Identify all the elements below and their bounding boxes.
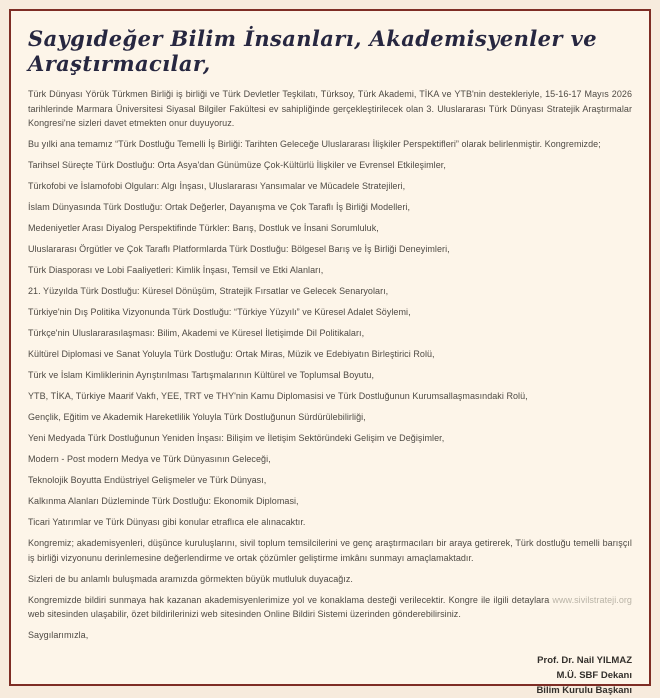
topic-item: Yeni Medyada Türk Dostluğunun Yeniden İnşası: Bilişim ve İletişim Sektöründeki Gelişim ve Değişimler, [28,433,445,443]
topic-item: Teknolojik Boyutta Endüstriyel Gelişmeler ve Türk Dünyası, [28,475,267,485]
signature-block [28,653,632,698]
topic-item: İslam Dünyasında Türk Dostluğu: Ortak Değerler, Dayanışma ve Çok Taraflı İş Birliği Modelleri, [28,202,411,212]
topic-item: Ticari Yatırımlar ve Türk Dünyası gibi konular etraflıca ele alınacaktır. [28,517,306,527]
topic-item: YTB, TİKA, Türkiye Maarif Vakfı, YEE, TRT ve THY'nin Kamu Diplomasisi ve Türk Dostluğunun Kurumsallaşmasındaki Rolü, [28,391,528,401]
support-text-after-link: web sitesinden ulaşabilir, özet bildirilerinizi web sitesinden Online Bildiri Sistemi üzerinden gönderebilirsiniz. [28,609,461,619]
signature-title-chair: Bilim Kurulu Başkanı [536,684,632,696]
regards-text: Saygılarımızla, [28,630,89,640]
theme-paragraph: Bu yılki ana temamız “Türk Dostluğu Temelli İş Birliği: Tarihten Geleceğe Uluslararası İlişkiler Perspektifleri” olarak belirlenmiştir. Kongremizde; [28,139,601,149]
topic-item: 21. Yüzyılda Türk Dostluğu: Küresel Dönüşüm, Stratejik Fırsatlar ve Gelecek Senaryoları, [28,286,389,296]
letter-salutation: Saygıdeğer Bilim İnsanları, Akademisyenler ve Araştırmacılar, [28,26,597,76]
topic-item: Uluslararası Örgütler ve Çok Taraflı Platformlarda Türk Dostluğu: Bölgesel Barış ve İş Birliği Deneyimleri, [28,244,450,254]
topic-item: Türk ve İslam Kimliklerinin Ayrıştırılması Tartışmalarının Kültürel ve Toplumsal Boyutu, [28,370,375,380]
signature-name: Prof. Dr. Nail YILMAZ [537,654,632,666]
topic-item: Tarihsel Süreçte Türk Dostluğu: Orta Asya'dan Günümüze Çok-Kültürlü İlişkiler ve Evrensel Etkileşimler, [28,160,446,170]
topic-item: Modern - Post modern Medya ve Türk Dünyasının Geleceği, [28,454,271,464]
website-link[interactable]: www.sivilstrateji.org [552,594,632,605]
topic-item: Türkiye'nin Dış Politika Vizyonunda Türk Dostluğu: “Türkiye Yüzyılı” ve Küresel Adalet Söylemi, [28,307,411,317]
topic-item: Medeniyetler Arası Diyalog Perspektifinde Türkler: Barış, Dostluk ve İnsani Sorumluluk, [28,223,379,233]
topic-item: Türkçe'nin Uluslararasılaşması: Bilim, Akademi ve Küresel İletişimde Dil Politikaları, [28,328,365,338]
letter-frame [9,9,651,696]
support-paragraph [28,593,632,622]
invitation-paragraph: Sizleri de bu anlamlı buluşmada aramızda görmekten büyük mutluluk duyacağız. [28,573,353,584]
topic-item: Türkofobi ve İslamofobi Olguları: Algı İnşası, Uluslararası Yansımalar ve Mücadele Stratejileri, [28,181,406,191]
topic-item: Türk Diasporası ve Lobi Faaliyetleri: Kimlik İnşası, Temsil ve Etki Alanları, [28,265,324,275]
signature-title-dean: M.Ü. SBF Dekanı [556,669,632,681]
topic-item: Kalkınma Alanları Düzleminde Türk Dostluğu: Ekonomik Diplomasi, [28,496,299,506]
topic-item: Kültürel Diplomasi ve Sanat Yoluyla Türk Dostluğu: Ortak Miras, Müzik ve Edebiyatın Birleştirici Rolü, [28,349,435,359]
support-text-before-link: Kongremizde bildiri sunmaya hak kazanan akademisyenlerimize yol ve konaklama desteği verilecektir. Kongre ile ilgili detaylara [28,594,553,605]
purpose-paragraph: Kongremiz; akademisyenleri, düşünce kuruluşlarını, sivil toplum temsilcilerini ve genç araştırmacıları bir araya getirerek, Türk dostluğu temelli barışçıl iş birliği vizyonunu derinlemesine değerlendirme ve ortak çözümler geliştirme imkânı sunmayı amaçlamaktadır. [28,538,632,563]
intro-paragraph: Türk Dünyası Yörük Türkmen Birliği iş birliği ve Türk Devletler Teşkilatı, Türksoy, Türk Akademi, TİKA ve YTB'nin destekleriyle, 15-16-17 Mayıs 2026 tarihlerinde Marmara Üniversitesi Siyasal Bilgiler Fakültesi ev sahipliğinde gerçekleştirilecek olan 3. Uluslararası Türk Dünyası Stratejik Araştırmalar Kongresi'ne sizleri davet etmekten onur duyuyoruz. [28,89,632,128]
topic-item: Gençlik, Eğitim ve Akademik Hareketlilik Yoluyla Türk Dostluğunun Sürdürülebilirliği, [28,412,366,422]
